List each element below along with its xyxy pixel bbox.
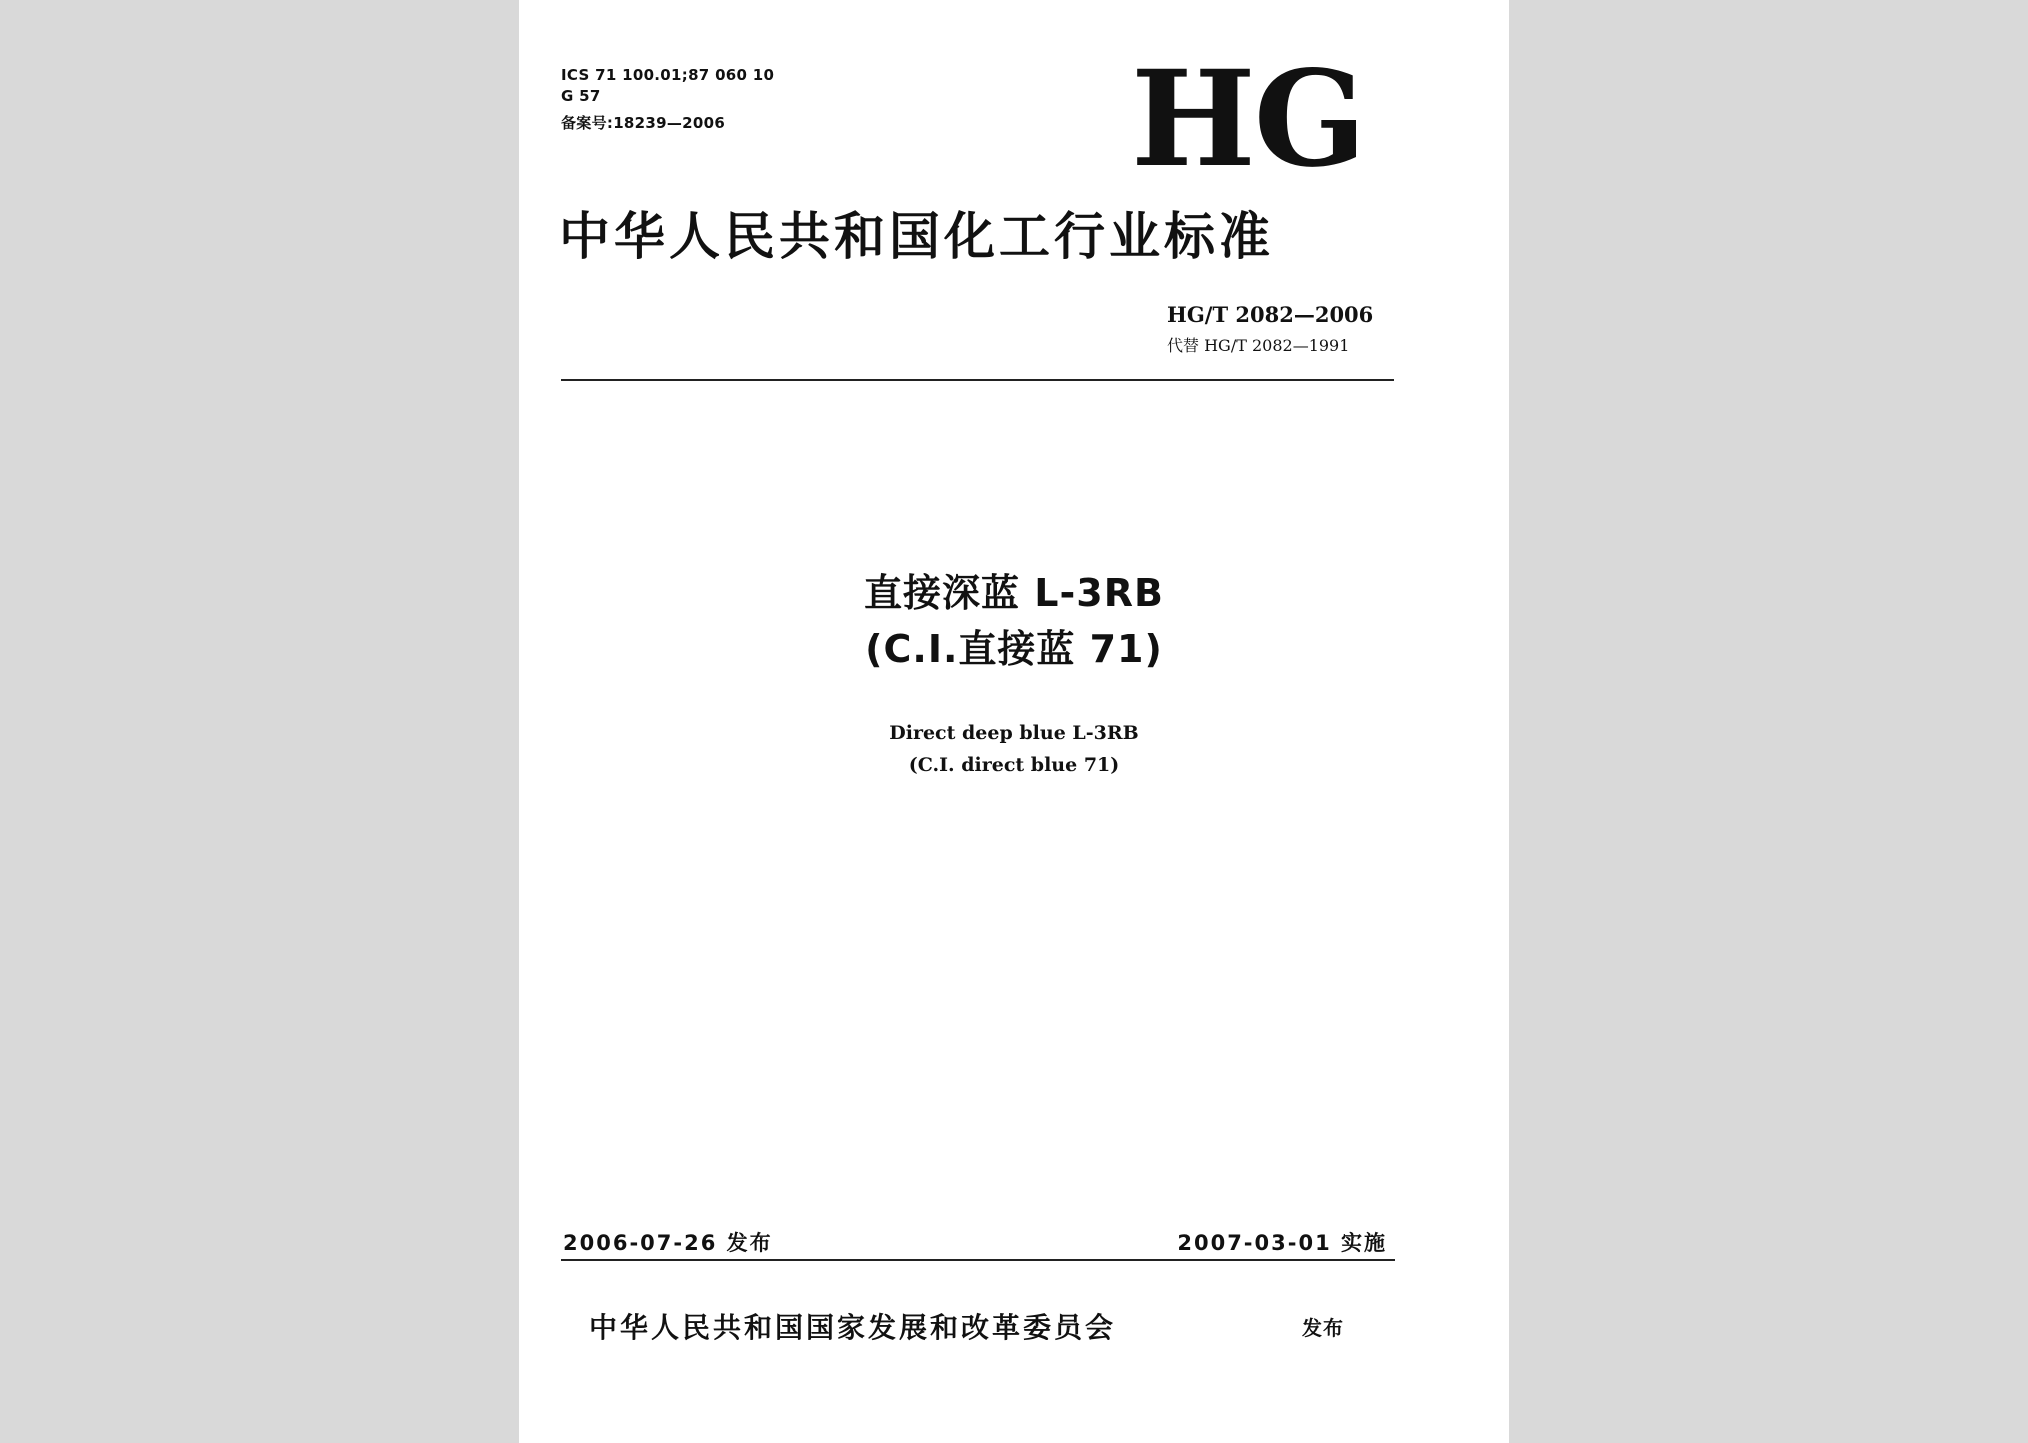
document-page (519, 0, 1509, 1443)
footer-rule (561, 1259, 1395, 1261)
standard-category-title: 中华人民共和国化工行业标准 (559, 208, 1275, 267)
issue-date: 2006-07-26 发布 (563, 1231, 773, 1255)
header-rule (561, 379, 1394, 381)
product-name-cn: 直接深蓝 L-3RB (864, 571, 1164, 615)
issuing-authority: 中华人民共和国国家发展和改革委员会 (589, 1311, 1117, 1344)
hg-logo: HG (1131, 42, 1365, 197)
effective-date: 2007-03-01 实施 (1177, 1231, 1387, 1255)
product-name-en: Direct deep blue L-3RB (889, 722, 1139, 744)
product-ci-name-cn: (C.I.直接蓝 71) (865, 627, 1163, 671)
classification-code: G 57 (561, 87, 601, 105)
standard-number: HG/T 2082—2006 (1167, 302, 1374, 327)
filing-number: 备案号:18239—2006 (561, 114, 726, 132)
issuing-action: 发布 (1302, 1316, 1344, 1340)
replaced-standard: 代替 HG/T 2082—1991 (1167, 336, 1350, 355)
product-ci-name-en: (C.I. direct blue 71) (908, 754, 1120, 776)
ics-code: ICS 71 100.01;87 060 10 (561, 66, 775, 84)
